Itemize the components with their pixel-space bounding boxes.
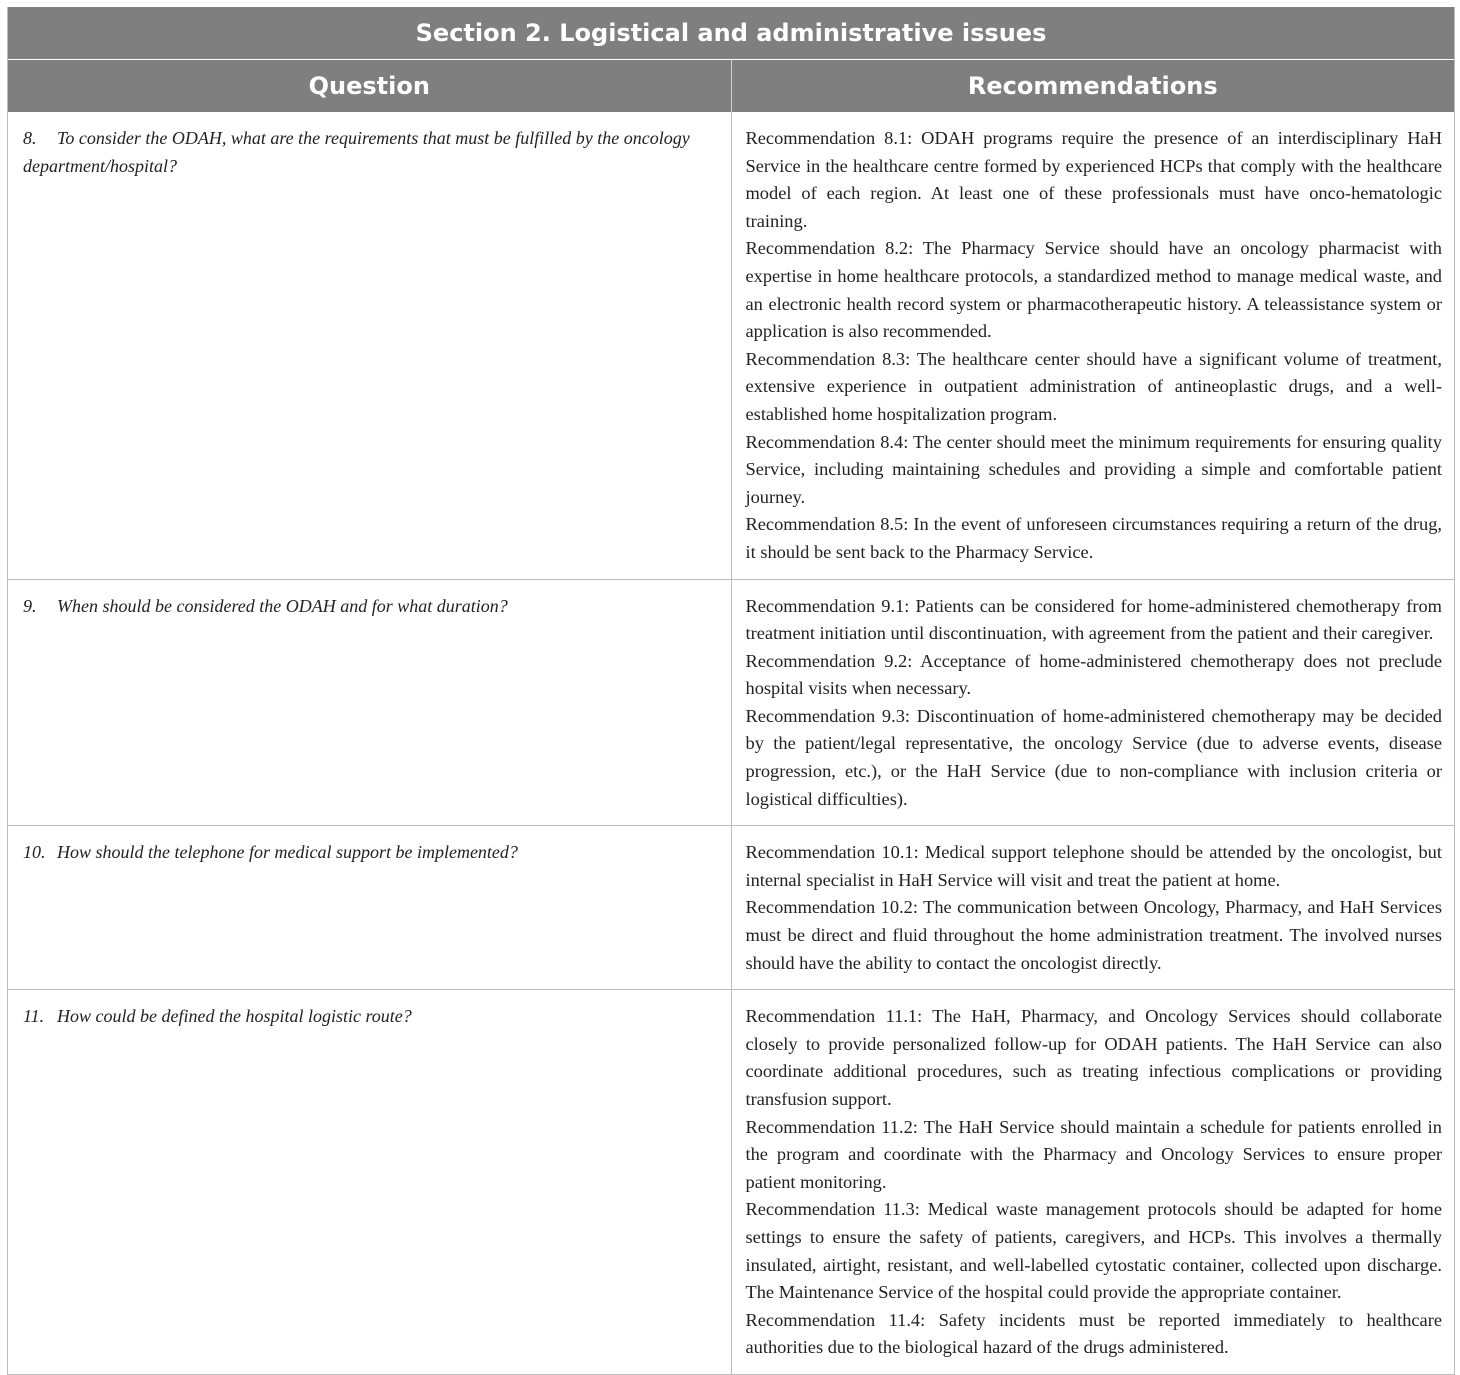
recommendation-item: Recommendation 8.4: The center should meet the minimum requirements for ensuring quality Service, including maintaining schedules and providing a simple and comfortable patient journey.	[745, 431, 1442, 507]
question-cell	[8, 826, 731, 990]
question-number: 10.	[23, 842, 46, 863]
table-grid	[8, 7, 1454, 1375]
recommendation-item: Recommendation 10.2: The communication between Oncology, Pharmacy, and HaH Services must be direct and fluid throughout the home administration treatment. The involved nurses should have the ability to contact the oncologist directly.	[745, 897, 1442, 973]
question-text: How could be defined the hospital logistic route?	[57, 1006, 412, 1027]
recommendation-item: Recommendation 8.5: In the event of unforeseen circumstances requiring a return of the drug, it should be sent back to the Pharmacy Service.	[745, 514, 1442, 562]
section-title: Section 2. Logistical and administrative issues	[8, 7, 1454, 60]
recommendation-item: Recommendation 11.4: Safety incidents must be reported immediately to healthcare authorities due to the biological hazard of the drugs administered.	[745, 1309, 1442, 1358]
question-text: How should the telephone for medical support be implemented?	[57, 842, 518, 863]
column-header-question: Question	[8, 60, 731, 113]
question-cell	[8, 579, 731, 826]
column-header-recommendations: Recommendations	[731, 60, 1454, 113]
table-row	[8, 826, 1454, 990]
question-number: 9.	[23, 595, 37, 616]
recommendation-item: Recommendation 11.1: The HaH, Pharmacy, and Oncology Services should collaborate closely to provide personalized follow-up for ODAH patients. The HaH Service can also coordinate additional procedures, such as treating infectious complications or providing transfusion support.	[745, 1006, 1442, 1109]
table-row	[8, 579, 1454, 826]
recommendations-cell	[731, 579, 1454, 826]
question-number: 8.	[23, 128, 37, 148]
table-row	[8, 112, 1454, 579]
recommendation-item: Recommendation 11.3: Medical waste management protocols should be adapted for home settings to ensure the safety of patients, caregivers, and HCPs. This involves a thermally insulated, airtight, resistant, and well-labelled cytostatic container, collected upon discharge. The Maintenance Service of the hospital could provide the appropriate container.	[745, 1199, 1442, 1303]
recommendations-cell	[731, 826, 1454, 990]
recommendation-item: Recommendation 8.3: The healthcare center should have a significant volume of treatment, extensive experience in outpatient administration of antineoplastic drugs, and a well-established home hospitalization program.	[745, 348, 1442, 424]
recommendations-table	[7, 7, 1455, 1375]
recommendation-item: Recommendation 9.1: Patients can be considered for home-administered chemotherapy from treatment initiation until discontinuation, with agreement from the patient and their caregiver.	[745, 595, 1442, 644]
recommendation-item: Recommendation 9.3: Discontinuation of home-administered chemotherapy may be decided by the patient/legal representative, the oncology Service (due to adverse events, disease progression, etc.), or the HaH Service (due to non-compliance with inclusion criteria or logistical difficulties).	[745, 705, 1442, 809]
recommendations-cell	[731, 990, 1454, 1375]
recommendation-item: Recommendation 10.1: Medical support telephone should be attended by the oncologist, but internal specialist in HaH Service will visit and treat the patient at home.	[745, 842, 1442, 890]
recommendations-cell	[731, 112, 1454, 579]
recommendation-item: Recommendation 11.2: The HaH Service should maintain a schedule for patients enrolled in the program and coordinate with the Pharmacy and Oncology Services to ensure proper patient monitoring.	[745, 1116, 1442, 1192]
question-number: 11.	[23, 1006, 45, 1027]
question-text: When should be considered the ODAH and for what duration?	[57, 595, 508, 616]
recommendation-item: Recommendation 9.2: Acceptance of home-administered chemotherapy does not preclude hospital visits when necessary.	[745, 650, 1442, 699]
recommendation-item: Recommendation 8.2: The Pharmacy Service should have an oncology pharmacist with expertise in home healthcare protocols, a standardized method to manage medical waste, and an electronic health record system or pharmacotherapeutic history. A teleassistance system or application is also recommended.	[745, 238, 1442, 342]
table-row	[8, 990, 1454, 1375]
recommendation-item: Recommendation 8.1: ODAH programs require the presence of an interdisciplinary HaH Service in the healthcare centre formed by experienced HCPs that comply with the healthcare model of each region. At least one of these professionals must have onco-hematologic training.	[745, 128, 1442, 231]
question-text: To consider the ODAH, what are the requirements that must be fulfilled by the oncology department/hospital?	[23, 128, 690, 176]
question-cell	[8, 112, 731, 579]
question-cell	[8, 990, 731, 1375]
